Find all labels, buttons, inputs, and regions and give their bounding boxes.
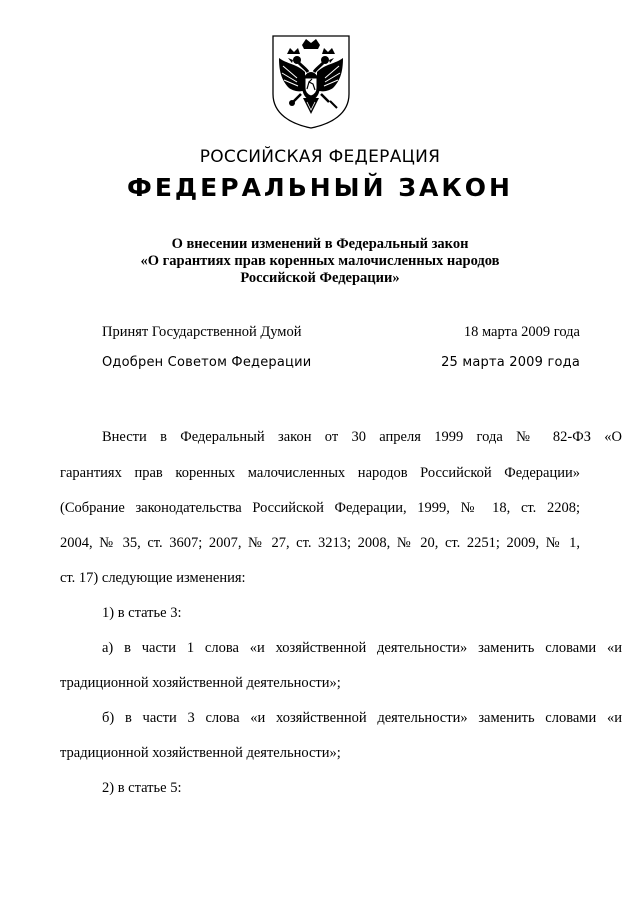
body-line: б) в части 3 слова «и хозяйственной деятельности» заменить словами «и <box>102 710 622 726</box>
adoption-label: Одобрен Советом Федерации <box>102 355 312 370</box>
adoption-date: 18 марта 2009 года <box>463 324 580 340</box>
body-line: традиционной хозяйственной деятельности»; <box>60 745 341 761</box>
law-title-line: «О гарантиях прав коренных малочисленных народов <box>140 253 500 269</box>
body-line: Внести в Федеральный закон от 30 апреля 1999 года № 82-ФЗ «О <box>102 429 622 445</box>
law-title <box>0 236 640 287</box>
body-line: а) в части 1 слова «и хозяйственной деятельности» заменить словами «и <box>102 640 622 656</box>
body-line: традиционной хозяйственной деятельности»; <box>60 675 341 691</box>
body-line: ст. 17) следующие изменения: <box>60 570 246 586</box>
adoption-date: 25 марта 2009 года <box>441 355 580 370</box>
law-title-line: О внесении изменений в Федеральный закон <box>171 236 469 252</box>
body-line: 2004, № 35, ст. 3607; 2007, № 27, ст. 3213; 2008, № 20, ст. 2251; 2009, № 1, <box>60 535 580 551</box>
country-heading: РОССИЙСКАЯ ФЕДЕРАЦИЯ <box>199 147 441 167</box>
body-line: 2) в статье 5: <box>102 780 182 796</box>
body-line: 1) в статье 3: <box>102 605 182 621</box>
document-type-heading: ФЕДЕРАЛЬНЫЙ ЗАКОН <box>127 173 513 202</box>
body-line: гарантиях прав коренных малочисленных народов Российской Федерации» <box>60 465 580 481</box>
adoption-row-council <box>102 354 580 372</box>
russian-coat-of-arms-icon <box>271 34 351 130</box>
law-title-line: Российской Федерации» <box>240 270 400 286</box>
body-line: (Собрание законодательства Российской Федерации, 1999, № 18, ст. 2208; <box>60 500 580 516</box>
adoption-label: Принят Государственной Думой <box>102 324 302 340</box>
